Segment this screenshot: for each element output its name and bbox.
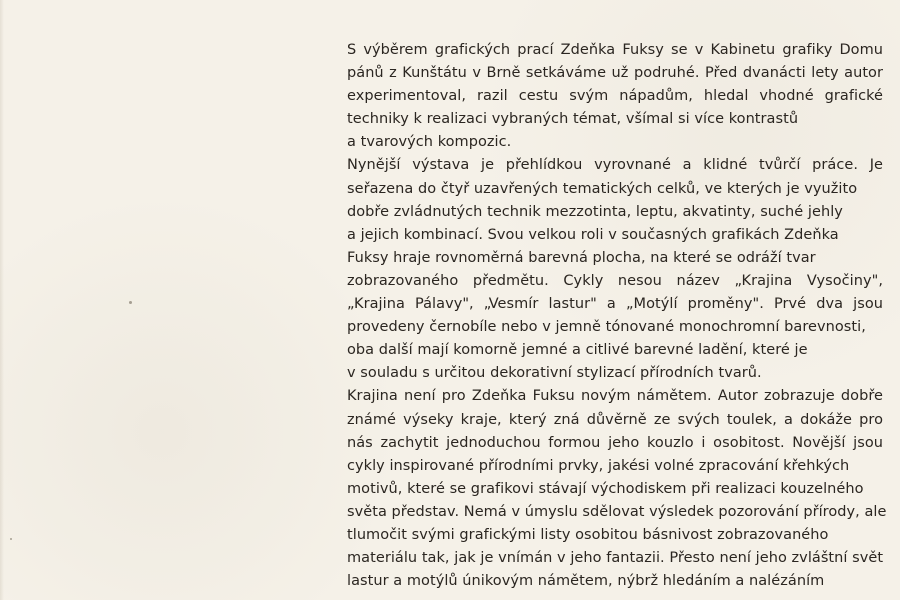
text-line: Fuksy hraje rovnoměrná barevná plocha, na které se odráží tvar — [347, 249, 816, 266]
paper-speck — [129, 301, 132, 304]
text-line: experimentoval, razil cestu svým nápadům, hledal vhodné grafické — [347, 88, 883, 105]
paper-speck — [10, 538, 12, 540]
text-line: tlumočit svými grafickými listy osobitou básnivost zobrazovaného — [347, 526, 829, 543]
text-line: seřazena do čtyř uzavřených tematických celků, ve kterých je využito — [347, 180, 858, 197]
paragraph-2 — [347, 154, 883, 385]
text-line: Krajina není pro Zdeňka Fuksu novým námětem. Autor zobrazuje dobře — [347, 388, 883, 405]
text-line: v souladu s určitou dekorativní stylizací přírodních tvarů. — [347, 365, 762, 382]
text-line: materiálu tak, jak je vnímán v jeho fantazii. Přesto není jeho zvláštní svět — [347, 550, 884, 567]
text-line: motivů, které se grafikovi stávají východiskem při realizaci kouzelného — [347, 480, 864, 497]
paragraph-1 — [347, 39, 883, 154]
article-text-column — [347, 39, 887, 593]
text-line: a tvarových kompozic. — [347, 134, 512, 151]
text-line: „Krajina Pálavy", „Vesmír lastur" a „Motýlí proměny". Prvé dva jsou — [347, 296, 883, 313]
page-left-edge — [0, 0, 4, 600]
text-line: pánů z Kunštátu v Brně setkáváme už podruhé. Před dvanácti lety autor — [347, 65, 883, 82]
text-line: známé výseky kraje, který zná důvěrně ze svých toulek, a dokáže pro — [347, 411, 883, 428]
text-line: techniky k realizaci vybraných témat, všímal si více kontrastů — [347, 111, 799, 128]
text-line: nás zachytit jednoduchou formou jeho kouzlo i osobitost. Novější jsou — [347, 434, 883, 451]
text-line: světa představ. Nemá v úmyslu sdělovat výsledek pozorování přírody, ale — [347, 503, 887, 520]
text-line: oba další mají komorně jemné a citlivé barevné ladění, které je — [347, 342, 808, 359]
text-line: cykly inspirované přírodními prvky, jakési volné zpracování křehkých — [347, 457, 850, 474]
text-line: S výběrem grafických prací Zdeňka Fuksy se v Kabinetu grafiky Domu — [347, 42, 883, 58]
text-line: lastur a motýlů únikovým námětem, nýbrž hledáním a nalézáním — [347, 573, 825, 590]
text-line: zobrazovaného předmětu. Cykly nesou název „Krajina Vysočiny", — [347, 272, 883, 289]
text-line: a jejich kombinací. Svou velkou roli v současných grafikách Zdeňka — [347, 226, 839, 243]
text-line: provedeny černobíle nebo v jemně tónované monochromní barevnosti, — [347, 319, 866, 336]
text-line: dobře zvládnutých technik mezzotinta, leptu, akvatinty, suché jehly — [347, 203, 843, 220]
text-line: Nynější výstava je přehlídkou vyrovnané a klidné tvůrčí práce. Je — [347, 157, 883, 174]
paragraph-3 — [347, 385, 887, 593]
